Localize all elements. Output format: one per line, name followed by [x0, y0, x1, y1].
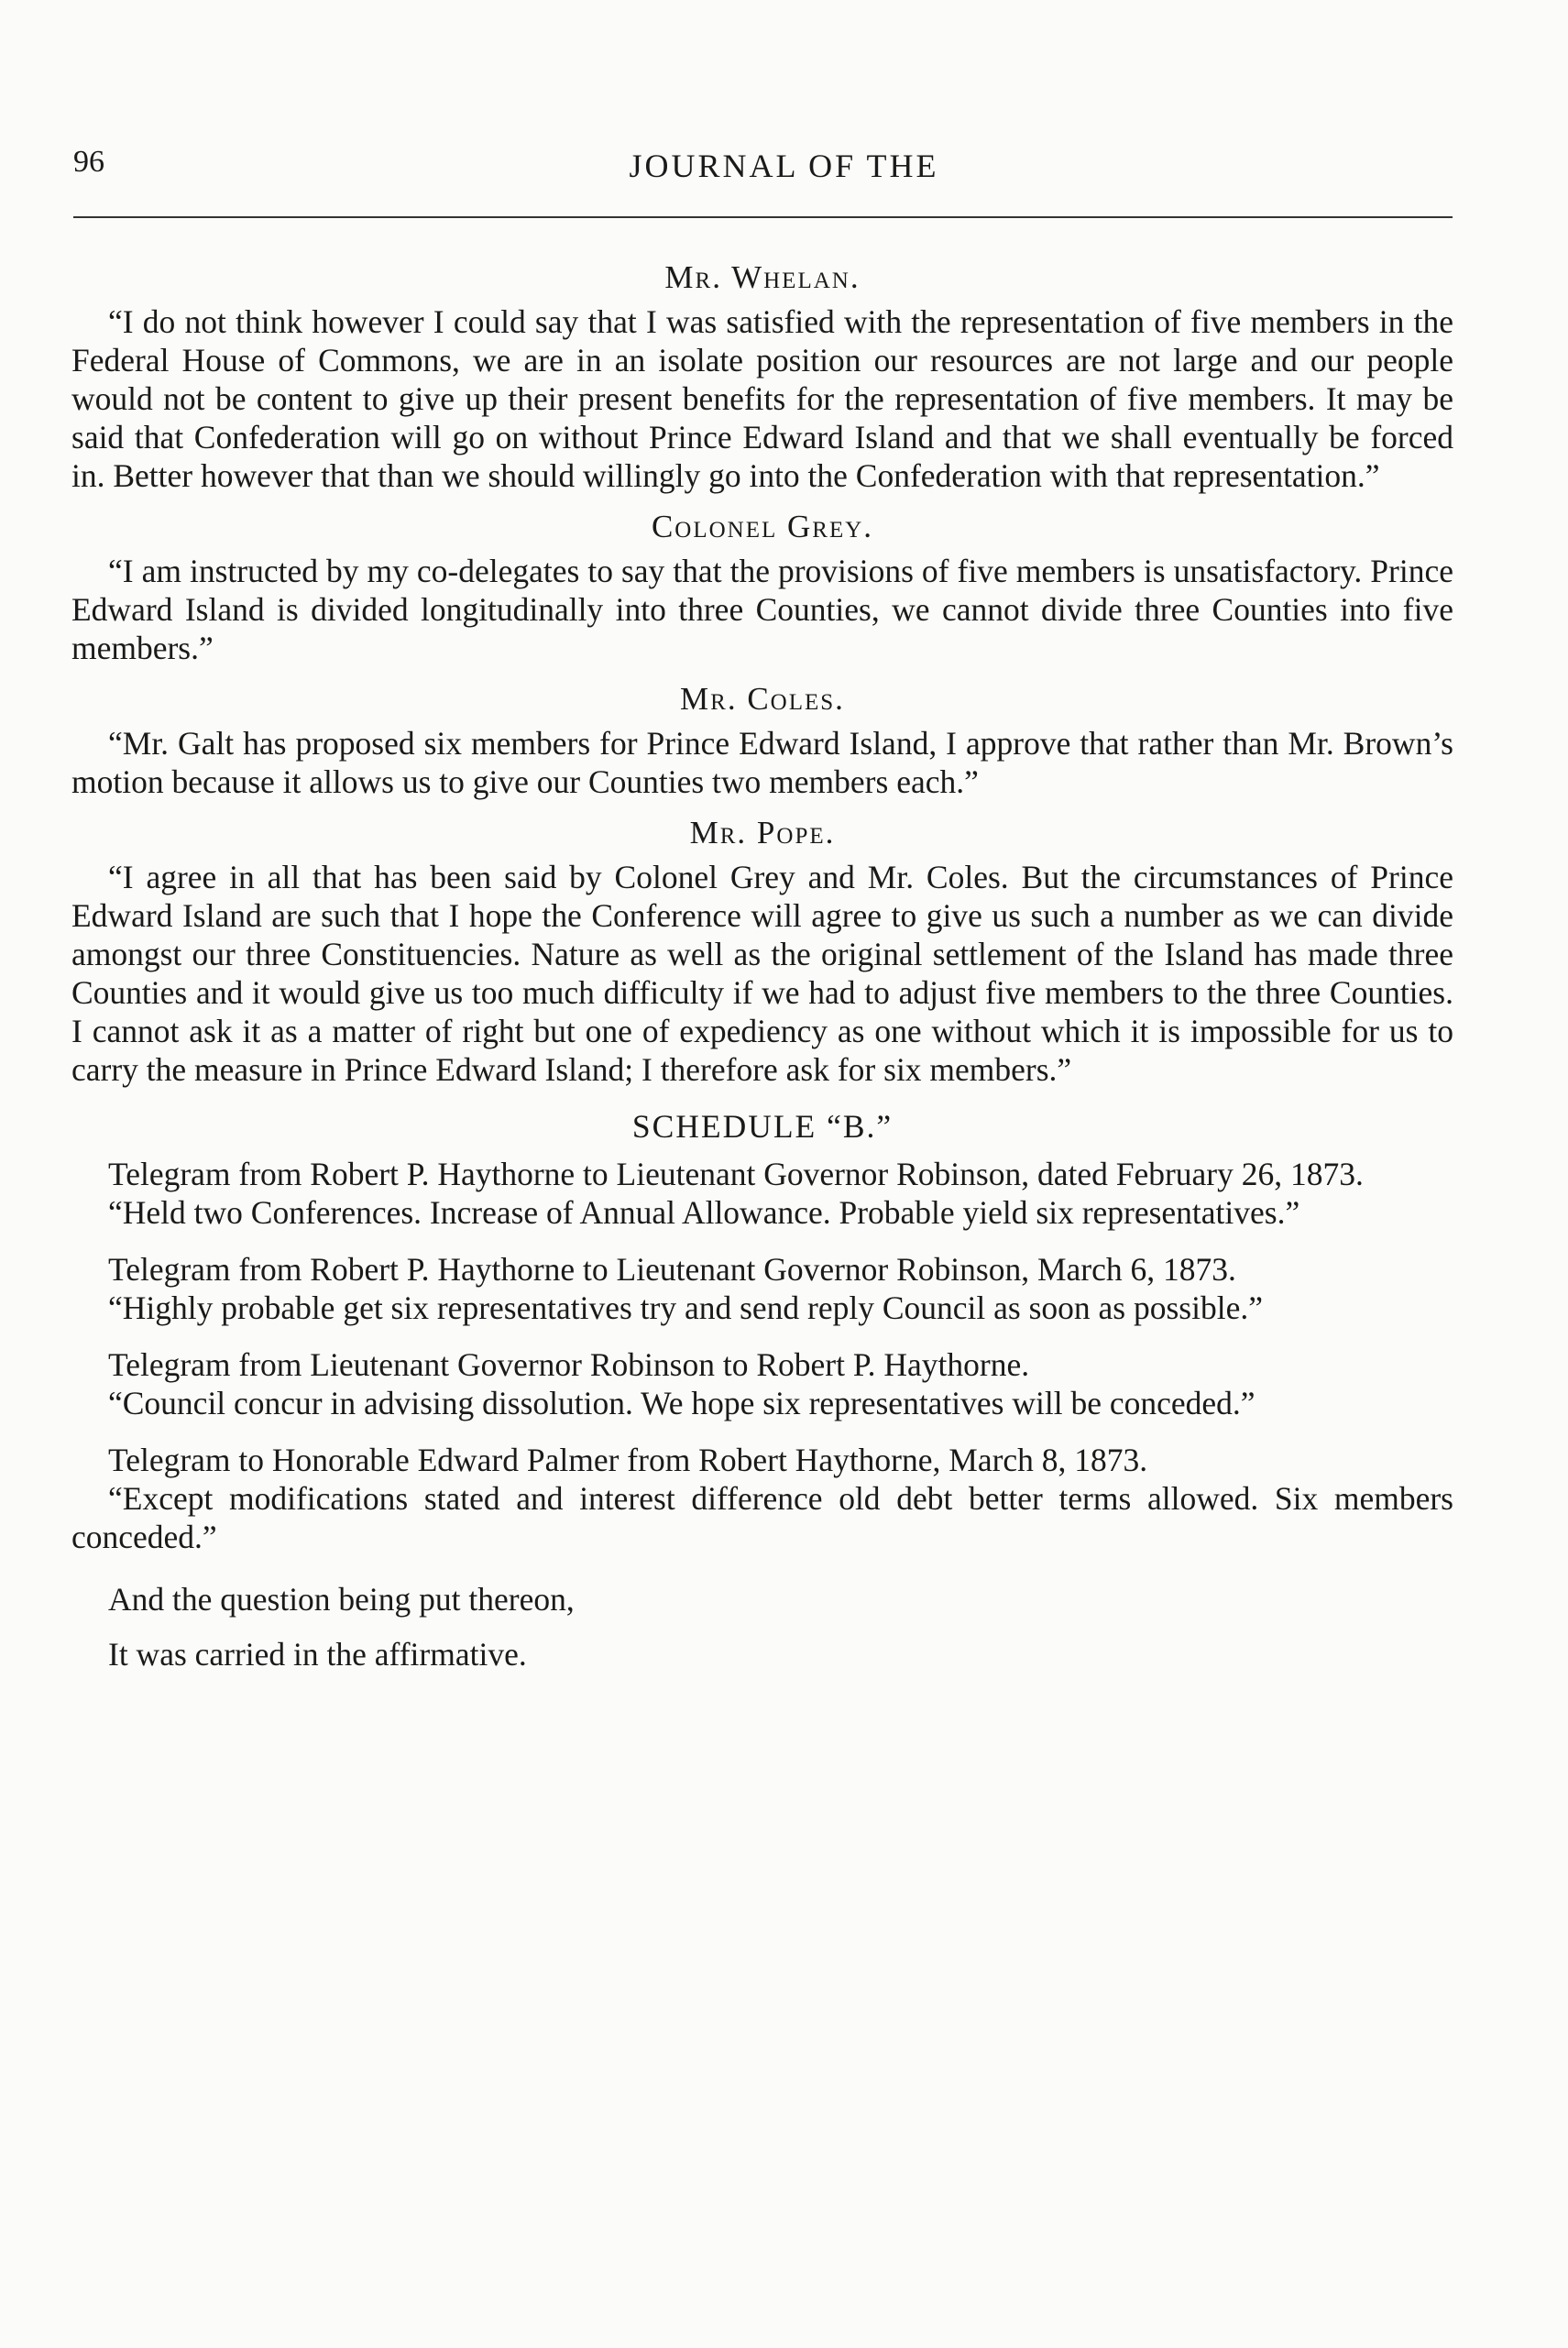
speech-text: “Mr. Galt has proposed six members for Prince Edward Island, I approve that rather than Mr. Brown’s motion because it allows us to give our Counties two members each.” — [71, 725, 1453, 800]
telegram-line: Telegram to Honorable Edward Palmer from Robert Haythorne, March 8, 1873. — [108, 1442, 1148, 1478]
speech-text: “I am instructed by my co-delegates to say that the provisions of five members is unsatisfactory. Prince Edward Island is divided longitudinally into three Counties, we cannot divide three Counties into five members.” — [71, 553, 1453, 666]
speech-text: “I do not think however I could say that I was satisfied with the representation of five members in the Federal House of Commons, we are in an isolate position our resources are not large and our people would not be content to give up their present benefits for the representation of five members. It may be said that Confederation will go on without Prince Edward Island and that we shall eventually be forced in. Better however that than we should willingly go into the Confederation with that representation.” — [71, 303, 1453, 494]
speech-section — [71, 814, 1453, 1089]
telegram-entry — [71, 1441, 1453, 1556]
telegram-line: Telegram from Lieutenant Governor Robinson to Robert P. Haythorne. — [108, 1346, 1030, 1383]
telegram-entry — [71, 1250, 1453, 1327]
closing-line: And the question being put thereon, — [108, 1581, 575, 1618]
page-body — [71, 258, 1453, 1673]
telegram-quote: “Except modifications stated and interest difference old debt better terms allowed. Six members conceded.” — [71, 1480, 1453, 1555]
telegram-quote: “Held two Conferences. Increase of Annual Allowance. Probable yield six representatives.” — [108, 1194, 1300, 1231]
schedule-heading: SCHEDULE “B.” — [631, 1108, 894, 1145]
speaker-heading: Colonel Grey. — [651, 509, 874, 544]
telegram-entry — [71, 1155, 1453, 1232]
telegram-quote: “Council concur in advising dissolution. We hope six representatives will be conceded.” — [108, 1385, 1255, 1421]
page-number: 96 — [73, 145, 104, 179]
speaker-heading: Mr. Pope. — [689, 815, 836, 850]
running-title: JOURNAL OF THE — [629, 148, 939, 184]
telegram-entry — [71, 1345, 1453, 1422]
page-header — [73, 137, 1495, 192]
header-rule — [73, 216, 1453, 218]
speaker-heading: Mr. Whelan. — [664, 259, 861, 295]
telegram-line: Telegram from Robert P. Haythorne to Lieutenant Governor Robinson, March 6, 1873. — [108, 1251, 1236, 1288]
speech-section — [71, 508, 1453, 667]
telegram-line: Telegram from Robert P. Haythorne to Lieutenant Governor Robinson, dated February 26, 1873. — [108, 1156, 1364, 1192]
speech-section — [71, 680, 1453, 801]
speech-section — [71, 258, 1453, 495]
telegram-quote: “Highly probable get six representatives try and send reply Council as soon as possible.” — [108, 1289, 1263, 1326]
speaker-heading: Mr. Coles. — [680, 681, 845, 717]
speech-text: “I agree in all that has been said by Colonel Grey and Mr. Coles. But the circumstances of Prince Edward Island are such that I hope the Conference will agree to give us such a number as we can divide amongst our three Constituencies. Nature as well as the original settlement of the Island has made three Counties and it would give us too much difficulty if we had to adjust five members to the three Counties. I cannot ask it as a matter of right but one of expediency as one without which it is impossible for us to carry the measure in Prince Edward Island; I therefore ask for six members.” — [71, 859, 1453, 1088]
closing-line: It was carried in the affirmative. — [108, 1636, 527, 1673]
